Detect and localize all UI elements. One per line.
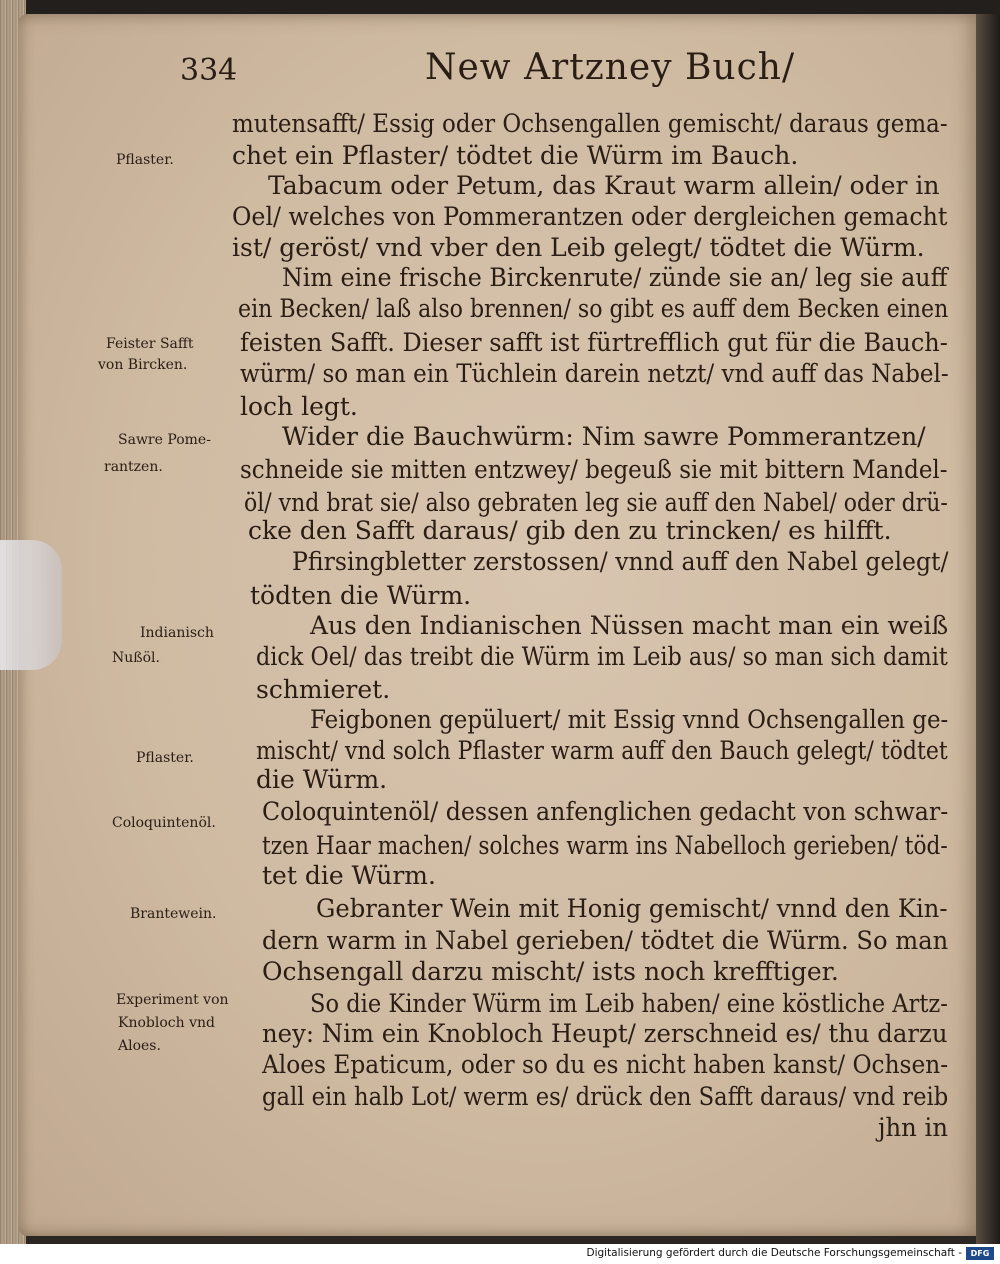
body-line: gall ein halb Lot/ werm es/ drück den Safft daraus/ vnd reib: [262, 1082, 949, 1111]
body-line: würm/ so man ein Tüchlein darein netzt/ vnd auff das Nabel-: [240, 359, 949, 388]
body-line: ney: Nim ein Knobloch Heupt/ zerschneid es/ thu darzu: [262, 1019, 948, 1048]
margin-note: Pflaster.: [116, 152, 174, 168]
margin-note: Experiment von: [116, 992, 229, 1008]
body-line: jhn in: [878, 1113, 948, 1142]
body-line: feisten Safft. Dieser safft ist fürtrefflich gut für die Bauch-: [240, 328, 948, 357]
margin-note: Sawre Pome-: [118, 432, 211, 448]
margin-note: Brantewein.: [130, 906, 217, 922]
body-line: Ochsengall darzu mischt/ ists noch krefftiger.: [262, 957, 839, 986]
body-line: schmieret.: [256, 675, 391, 704]
body-line: Tabacum oder Petum, das Kraut warm allein/ oder in: [268, 171, 940, 200]
margin-note: Coloquintenöl.: [112, 815, 216, 831]
body-line: So die Kinder Würm im Leib haben/ eine köstliche Artz-: [310, 989, 948, 1018]
body-line: chet ein Pflaster/ tödtet die Würm im Bauch.: [232, 141, 799, 170]
body-line: dick Oel/ das treibt die Würm im Leib aus/ so man sich damit: [256, 642, 948, 671]
plastic-page-clip: [0, 540, 62, 670]
book-spine-edge: [976, 14, 1000, 1244]
body-line: Aus den Indianischen Nüssen macht man ein weiß: [310, 611, 949, 640]
body-line: tödten die Würm.: [250, 581, 472, 610]
margin-note: Knobloch vnd: [118, 1015, 215, 1031]
body-line: Coloquintenöl/ dessen anfenglichen gedacht von schwar-: [262, 797, 949, 826]
running-title: New Artzney Buch/: [425, 47, 796, 88]
margin-note: von Bircken.: [98, 357, 188, 373]
dfg-logo: DFG: [966, 1247, 994, 1260]
body-line: Feigbonen gepüluert/ mit Essig vnnd Ochsengallen ge-: [310, 705, 949, 734]
body-line: ist/ geröst/ vnd vber den Leib gelegt/ tödtet die Würm.: [232, 233, 925, 262]
margin-note: Pflaster.: [136, 750, 194, 766]
body-line: Pfirsingbletter zerstossen/ vnnd auff den Nabel gelegt/: [292, 547, 949, 576]
funding-credit: Digitalisierung gefördert durch die Deutsche Forschungsgemeinschaft -: [586, 1247, 962, 1259]
body-line: die Würm.: [256, 765, 388, 794]
body-line: mutensafft/ Essig oder Ochsengallen gemischt/ daraus gema-: [232, 109, 948, 138]
body-line: ein Becken/ laß also brennen/ so gibt es auff dem Becken einen: [238, 294, 949, 323]
body-line: Gebranter Wein mit Honig gemischt/ vnnd den Kin-: [316, 894, 948, 923]
body-line: dern warm in Nabel gerieben/ tödtet die Würm. So man: [262, 926, 949, 955]
margin-note: Nußöl.: [112, 650, 160, 666]
body-line: tet die Würm.: [262, 861, 436, 890]
body-line: cke den Safft daraus/ gib den zu trincken/ es hilfft.: [248, 516, 892, 545]
page-number: 334: [180, 53, 238, 88]
page-header: [180, 45, 940, 95]
body-line: öl/ vnd brat sie/ also gebraten leg sie auff den Nabel/ oder drü-: [244, 488, 948, 517]
body-line: tzen Haar machen/ solches warm ins Nabelloch gerieben/ töd-: [262, 831, 948, 860]
body-line: mischt/ vnd solch Pflaster warm auff den Bauch gelegt/ tödtet: [256, 736, 948, 765]
footer-bar: [0, 1244, 1000, 1264]
body-line: loch legt.: [240, 392, 358, 421]
body-line: Aloes Epaticum, oder so du es nicht haben kanst/ Ochsen-: [262, 1050, 949, 1079]
body-line: Wider die Bauchwürm: Nim sawre Pommerantzen/: [282, 422, 926, 451]
margin-note: Feister Safft: [106, 336, 194, 352]
margin-note: rantzen.: [104, 459, 163, 475]
body-line: schneide sie mitten entzwey/ begeuß sie mit bittern Mandel-: [240, 455, 948, 484]
margin-note: Aloes.: [118, 1038, 161, 1054]
body-line: Oel/ welches von Pommerantzen oder dergleichen gemacht: [232, 202, 948, 231]
body-line: Nim eine frische Birckenrute/ zünde sie an/ leg sie auff: [282, 263, 948, 292]
margin-note: Indianisch: [140, 625, 214, 641]
